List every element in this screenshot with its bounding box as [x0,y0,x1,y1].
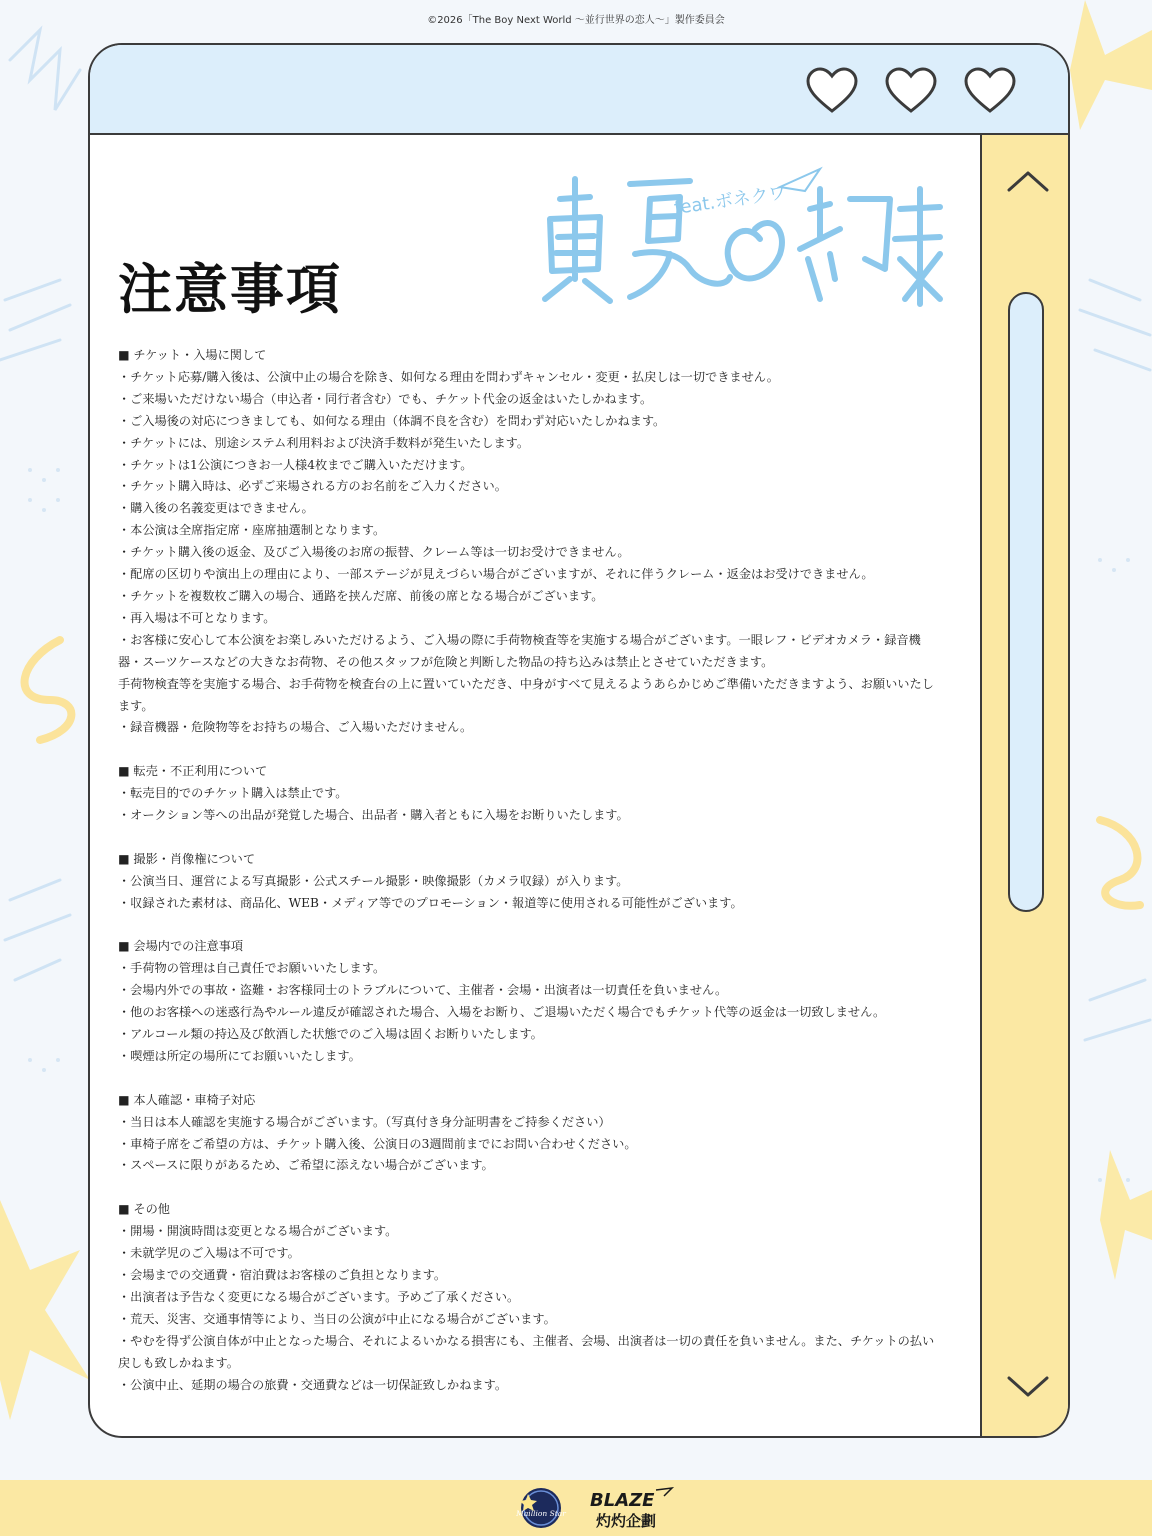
maillion-star-logo-text: Maillion Star [516,1509,566,1518]
notice-line: ・チケットを複数枚ご購入の場合、通路を挟んだ席、前後の席となる場合がございます。 [118,588,604,603]
notice-section [118,761,938,827]
app-window [88,43,1070,1438]
notice-line: ・喫煙は所定の場所にてお願いいたします。 [118,1048,361,1063]
section-title: ■ その他 [118,1202,170,1217]
window-titlebar [90,45,1068,135]
notice-line: ・お客様に安心して本公演をお楽しみいただけるよう、ご入場の際に手荷物検査等を実施する場合がございます。一眼レフ・ビデオカメラ・録音機器・スーツケースなどの大きなお荷物、その他スタッフが危険と判断した物品の持ち込みは禁止とさせていただきます。 [118,632,921,669]
heart-icon[interactable] [806,67,858,115]
heart-icon[interactable] [964,67,1016,115]
section-title: ■ 会場内での注意事項 [118,939,244,954]
notice-line: ・チケットには、別途システム利用料および決済手数料が発生いたします。 [118,435,530,450]
blaze-logo-subtext: 灼灼企劃 [596,1512,657,1530]
scrollbar-thumb[interactable] [1008,292,1044,912]
notice-line: ・荒天、災害、交通事情等により、当日の公演が中止になる場合がございます。 [118,1311,556,1326]
notice-line: ・本公演は全席指定席・座席抽選制となります。 [118,523,386,538]
scroll-up-icon[interactable] [1006,169,1050,193]
notice-line: 手荷物検査等を実施する場合、お手荷物を検査台の上に置いていただき、中身がすべて見えるようあらかじめご準備いただきますよう、お願いいたします。 [118,676,934,713]
section-title: ■ 撮影・肖像権について [118,851,256,866]
notice-line: ・チケット応募/購入後は、公演中止の場合を除き、如何なる理由を問わずキャンセル・変更・払戻しは一切できません。 [118,369,779,384]
section-title: ■ 本人確認・車椅子対応 [118,1092,256,1107]
scroll-down-icon[interactable] [1006,1375,1050,1399]
page-title: 注意事項 [118,257,342,321]
notice-section [118,1199,938,1396]
notice-line: ・開場・開演時間は変更となる場合がございます。 [118,1224,398,1239]
notice-section [118,1090,938,1178]
notice-line: ・再入場は不可となります。 [118,610,276,625]
notice-line: ・会場内外での事故・盗難・お客様同士のトラブルについて、主催者・会場・出演者は一切責任を負いません。 [118,983,728,998]
notice-line: ・チケット購入後の返金、及びご入場後のお席の振替、クレーム等は一切お受けできません。 [118,545,630,560]
notice-line: ・ご入場後の対応につきましても、如何なる理由（体調不良を含む）を問わず対応いたしかねます。 [118,413,666,428]
notice-line: ・当日は本人確認を実施する場合がございます。（写真付き身分証明書をご持参ください） [118,1114,611,1129]
notice-line: ・出演者は予告なく変更になる場合がございます。予めご了承ください。 [118,1289,520,1304]
notice-list [118,345,938,1418]
notice-section [118,849,938,915]
svg-text:feat.ボネクワ: feat.ボネクワ [672,182,788,219]
notice-line: ・手荷物の管理は自己責任でお願いいたします。 [118,961,386,976]
notice-line: ・会場までの交通費・宿泊費はお客様のご負担となります。 [118,1267,447,1282]
maillion-star-logo [510,1486,572,1530]
notice-content [90,135,980,1436]
notice-line: ・オークション等への出品が発覚した場合、出品者・購入者ともに入場をお断りいたします。 [118,808,629,823]
section-title: ■ チケット・入場に関して [118,348,267,362]
notice-section [118,345,938,739]
scrollbar[interactable] [980,135,1068,1436]
heart-icon[interactable] [885,67,937,115]
notice-line: ・他のお客様への迷惑行為やルール違反が確認された場合、入場をお断り、ご退場いただく場合でもチケット代等の返金は一切致しません。 [118,1005,886,1020]
notice-line: ・転売目的でのチケット購入は禁止です。 [118,786,348,801]
notice-line: ・ご来場いただけない場合（申込者・同行者含む）でも、チケット代金の返金はいたしかねます。 [118,391,653,406]
notice-line: ・収録された素材は、商品化、WEB・メディア等でのプロモーション・報道等に使用される可能性がございます。 [118,895,743,910]
notice-line: ・やむを得ず公演自体が中止となった場合、それによるいかなる損害にも、主催者、会場、出演者は一切の責任を負いません。また、チケットの払い戻しも致しかねます。 [118,1333,935,1370]
notice-line: ・購入後の名義変更はできません。 [118,501,314,516]
notice-line: ・アルコール類の持込及び飲酒した状態でのご入場は固くお断りいたします。 [118,1027,543,1042]
notice-line: ・スペースに限りがあるため、ご希望に添えない場合がございます。 [118,1158,494,1173]
blaze-logo-text: BLAZE [590,1490,655,1511]
section-title: ■ 転売・不正利用について [118,764,268,779]
notice-line: ・チケット購入時は、必ずご来場される方のお名前をご入力ください。 [118,479,507,494]
event-logo [530,159,950,319]
notice-line: ・配席の区切りや演出上の理由により、一部ステージが見えづらい場合がございますが、それに伴うクレーム・返金はお受けできません。 [118,567,874,582]
notice-line: ・チケットは1公演につきお一人様4枚までご購入いただけます。 [118,457,473,472]
notice-line: ・車椅子席をご希望の方は、チケット購入後、公演日の3週間前までにお問い合わせください。 [118,1136,637,1151]
notice-line: ・録音機器・危険物等をお持ちの場合、ご入場いただけません。 [118,720,473,735]
notice-line: ・公演当日、運営による写真撮影・公式スチール撮影・映像撮影（カメラ収録）が入ります。 [118,873,629,888]
blaze-logo [586,1486,676,1530]
copyright-text: ©2026「The Boy Next World 〜並行世界の恋人〜」製作委員会 [427,15,725,26]
notice-line: ・未就学児のご入場は不可です。 [118,1246,300,1261]
footer [0,1480,1152,1536]
notice-line: ・公演中止、延期の場合の旅費・交通費などは一切保証致しかねます。 [118,1377,508,1392]
notice-section [118,936,938,1067]
